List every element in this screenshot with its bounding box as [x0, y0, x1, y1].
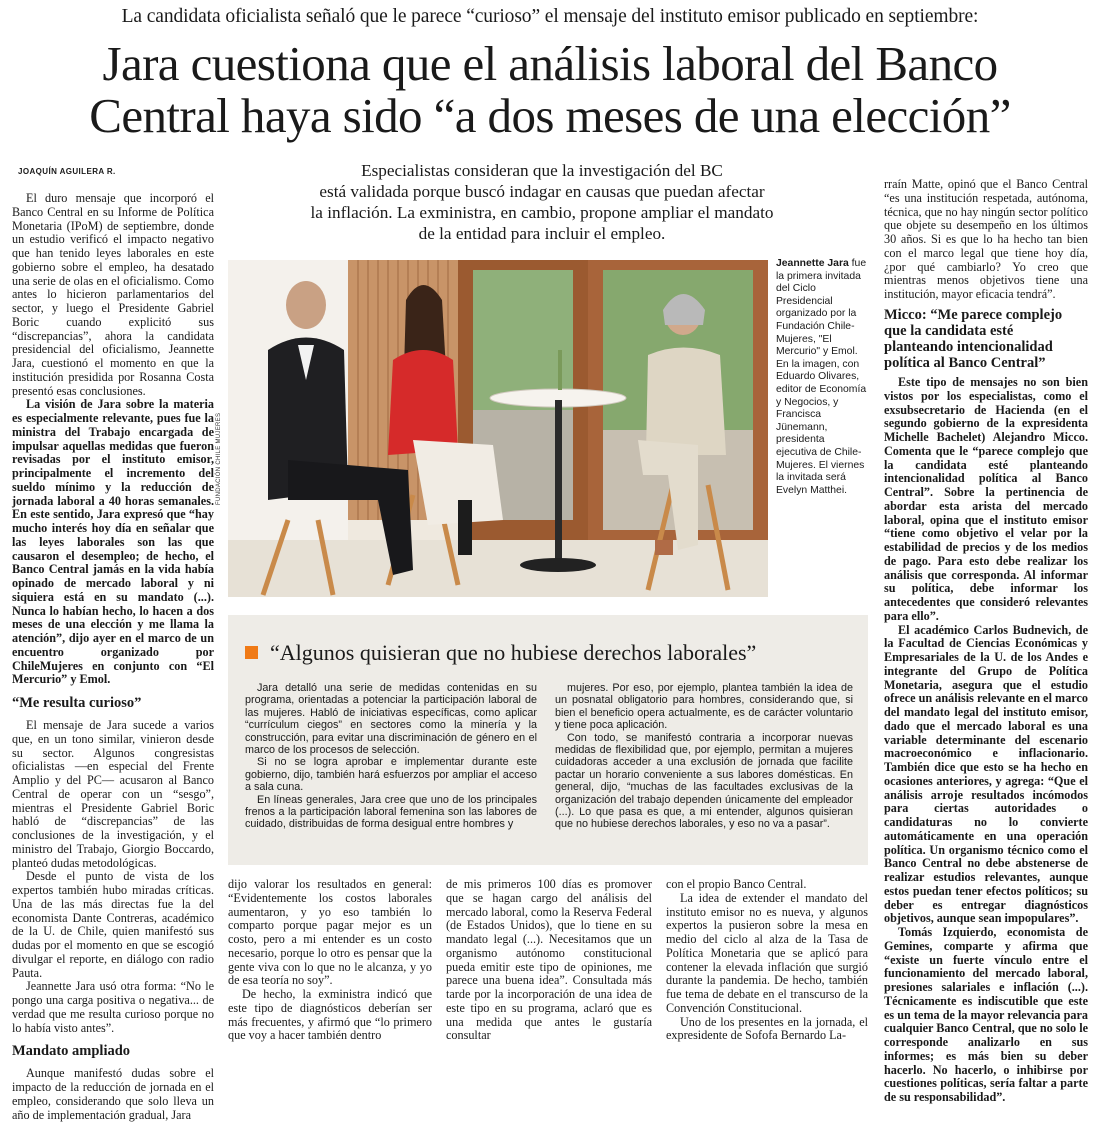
paragraph: El duro mensaje que incorporó el Banco Central en su Informe de Política Monetaria (IPoM) de septiembre, donde un estudio verificó el impacto negativo que han tenido leyes laborales en este gobierno sobre el empleo, ha desatado una serie de olas en el oficialismo. Como antes lo hicieron parlamentarios del sector, y luego el Presidente Gabriel Boric cuando explicitó sus “discrepancias”, ahora la candidata presidencial del oficialismo, Jeannette Jara, cuestionó el momento en que la institución presidida por Rosanna Costa presentó esas conclusiones. [12, 191, 214, 398]
sidebar-box-column-left [245, 682, 537, 831]
sidebar-box-title [245, 640, 756, 666]
photo-caption [776, 258, 868, 497]
article-column-3 [446, 878, 652, 1043]
paragraph: mujeres. Por eso, por ejemplo, plantea también la idea de un posnatal obligatorio para hombres, considerando que, si bien el beneficio opera actualmente, es de carácter voluntario y tiene poca aplicación. [555, 682, 853, 732]
deck [262, 160, 822, 244]
article-column-right [884, 376, 1088, 1105]
caption-name: Jeannette Jara [776, 258, 849, 269]
paragraph: En líneas generales, Jara cree que uno de los principales frenos a la participación laboral femenina son las labores de cuidado, distribuidas de forma desigual entre hombres y [245, 793, 537, 831]
paragraph: Este tipo de mensajes no son bien vistos por los especialistas, como el exsubsecretario de Hacienda (en el segundo gobierno de la expresidenta Michelle Bachelet) Alejandro Micco. Comenta que le “parece complejo que la candidata esté planteando intencionalidad política al Banco Central”. Sobre la pertinencia de abordar esta arista del mercado laboral, opina que el instituto emisor “tiene como objetivo el velar por la estabilidad de precios y de los medios de pago. Para esto debe realizar los análisis que corresponda. Al informar su política, debe informar los antecedentes que consideró relevantes para ello”. [884, 375, 1088, 623]
deck-line: está validada porque buscó indagar en causas que puedan afectar [319, 182, 765, 201]
article-column-2 [228, 878, 432, 1043]
headline-line-1: Jara cuestiona que el análisis laboral del Banco [102, 36, 998, 91]
paragraph: De hecho, la exministra indicó que este tipo de diagnósticos deberían ser más frecuentes, y afirmó que “lo primero que voy a hacer también dentro [228, 987, 432, 1043]
paragraph: Jara detalló una serie de medidas contenidas en su programa, orientadas a potenciar la participación laboral de las mujeres. Habló de iniciativas específicas, como aplicar “currículum ciegos” en sectores como la minería y la construcción, para evitar una discriminación de género en el marco de los procesos de selección. [245, 682, 537, 757]
paragraph: rraín Matte, opinó que el Banco Central “es una institución respetada, autónoma, técnica, que no hay ningún sector político que objete su desempeño en los últimos 30 años. Si es que lo ha hecho tan bien con el marco legal que tiene hoy día, ¿por qué cambiarlo? Yo creo que mientras menos objetivos tiene una institución, mayor eficacia tendrá”. [884, 177, 1088, 301]
paragraph: El académico Carlos Budnevich, de la Facultad de Ciencias Económicas y Empresariales de la U. de los Andes e integrante del Grupo de Política Monetaria, asegura que el estudio ofrece un análisis relevante en el marco del mandato legal del instituto emisor, dado que el mercado laboral es una variable determinante del escenario macroeconómico e inflacionario. También dice que esto se ha hecho en ocasiones anteriores, y agrega: “Que el análisis arroje resultados incómodos para ciertas autoridades o candidaturas no lo convierte automáticamente en una operación política. Un organismo técnico como el Banco Central no debe abstenerse de realizar estudios relevantes, aunque estos puedan tener efectos políticos; su deber es entregar diagnósticos objetivos, aunque sean impopulares”. [884, 622, 1088, 926]
sidebar-box-title-text: “Algunos quisieran que no hubiese derechos laborales” [270, 640, 757, 665]
sidebar-box-column-right [555, 682, 853, 831]
paragraph: Uno de los presentes en la jornada, el expresidente de Sofofa Bernardo La- [666, 1014, 868, 1043]
paragraph: Aunque manifestó dudas sobre el impacto de la reducción de jornada en el empleo, considerando que solo lleva un año de implementación gradual, Jara [12, 1066, 214, 1122]
paragraph: Si no se logra aprobar e implementar durante este gobierno, dijo, también hará esfuerzos por ampliar el acceso a sala cuna. [245, 756, 537, 794]
subhead-me-resulta-curioso: “Me resulta curioso” [12, 695, 142, 711]
caption-text: fue la primera invitada del Ciclo Presidencial organizado por la Fundación Chile-Mujeres, "El Mercurio" y Emol. En la imagen, con Eduardo Olivares, editor de Economía y Negocios, y Francisca Jünemann, presidenta ejecutiva de Chile-Mujeres. El viernes la invitada será Evelyn Matthei. [776, 258, 867, 496]
subhead-mandato-ampliado: Mandato ampliado [12, 1043, 131, 1060]
article-column-right-top [884, 178, 1088, 302]
paragraph: Con todo, se manifestó contraria a incorporar nuevas medidas de flexibilidad que, por ejemplo, permitan a mujeres cuidadoras acceder a una exclusión de jornada que facilite pactar un horario conveniente a sus labores domésticas. En general, dijo, “muchas de las facultades exclusivas de la organización del trabajo dependen únicamente del empleador (...). Lo que pasa es que, a mi entender, algunos quisieran que no hubiese derechos laborales, y eso no va a pasar”. [555, 731, 853, 831]
interview-scene-illustration [228, 260, 768, 597]
deck-line: de la entidad para incluir el empleo. [418, 224, 666, 243]
article-column-4 [666, 878, 868, 1043]
subhead-micco: Micco: “Me parece complejo que la candidata esté planteando intencionalidad política al Banco Central” [884, 307, 1063, 371]
paragraph: La idea de extender el mandato del instituto emisor no es nueva, y algunos expertos la pusieron sobre la mesa en medio del ciclo al alza de la Tasa de Política Monetaria que se aplicó para contener la elevada inflación que surgió durante la pandemia. De hecho, también fue tema de debate en el transcurso de la Convención Constitucional. [666, 890, 868, 1015]
paragraph: de mis primeros 100 días es promover que se hagan cargo del análisis del mercado laboral, como la Reserva Federal (de Estados Unidos), que lo tiene en su mandato legal (...). Necesitamos que un organismo autónomo constitucional pueda emitir este tipo de opiniones, me parece una buena idea”. Consultada más tarde por la incorporación de una idea de este tipo en su programa, aclaró que es una medida que antes le gustaría consultar [446, 877, 652, 1043]
byline: JOAQUÍN AGUILERA R. [18, 167, 116, 176]
deck-line: Especialistas consideran que la investigación del BC [361, 161, 723, 180]
article-column-1 [12, 192, 214, 1122]
paragraph: con el propio Banco Central. [666, 877, 807, 891]
orange-square-icon [245, 646, 258, 659]
headline [0, 38, 1100, 142]
paragraph: El mensaje de Jara sucede a varios que, en un tono similar, vinieron desde su sector. Algunos congresistas oficialistas —en especial del Frente Amplio y del PC— acusaron al Banco Central de operar con un “sesgo”, mientras el Presidente Gabriel Boric habló de “discrepancias” de las conclusiones de la investigación, y el ministro del Trabajo, Giorgio Boccardo, planteó dudas metodológicas. [12, 718, 214, 870]
paragraph: Desde el punto de vista de los expertos también hubo miradas críticas. Una de las más directas fue la del economista Dante Contreras, académico de la U. de Chile, quien manifestó sus dudas por el momento en que se escogió divulgar el reporte, en diálogo con radio Pauta. [12, 869, 214, 980]
headline-line-2: Central haya sido “a dos meses de una elección” [89, 88, 1011, 143]
paragraph: Tomás Izquierdo, economista de Gemines, comparte y afirma que “existe un fuerte vínculo entre el funcionamiento del mercado laboral, presiones salariales e inflación (...). Técnicamente es indiscutible que este es un tema de la mayor relevancia para cualquier Banco Central, que no solo le corresponde analizarlo en sus informes; es más bien su deber hacerlo. No hacerlo, o inhibirse por cuestiones políticas, sería faltar a parte de su responsabilidad”. [884, 925, 1088, 1104]
paragraph: La visión de Jara sobre la materia es especialmente relevante, pues fue la ministra del Trabajo encargada de impulsar aquellas medidas que fueron revisadas por el instituto emisor, principalmente el incremento del sueldo mínimo y la reducción de jornada laboral a 40 horas semanales. En este sentido, Jara expresó que “hay mucho interés hoy día en señalar que las leyes laborales son las que causaron el desempleo; de hecho, el Banco Central jamás en la vida había opinado de mercado laboral y ni siquiera está en su mandato (...). Nunca lo habían hecho, lo hacen a dos meses de una elección y me llama la atención”, dijo ayer en el marco de un encuentro organizado por ChileMujeres en conjunto con “El Mercurio” y Emol. [12, 397, 214, 687]
photo-credit: FUNDACIÓN CHILE MUJERES [216, 412, 222, 505]
paragraph: dijo valorar los resultados en general: “Evidentemente los costos laborales aumentaron, y yo eso también lo comparto porque pagar mejor es un costo, pero a mi entender es un costo necesario, porque lo otro es pensar que la gente viva con lo que no le alcanza, y yo de esa teoría no soy”. [228, 877, 432, 988]
article-photo [228, 260, 768, 597]
deck-line: la inflación. La exministra, en cambio, propone ampliar el mandato [310, 203, 774, 222]
paragraph: Jeannette Jara usó otra forma: “No le pongo una carga positiva o negativa... de verdad que me resulta curioso porque no lo había visto antes”. [12, 979, 214, 1035]
kicker: La candidata oficialista señaló que le parece “curioso” el mensaje del instituto emisor publicado en septiembre: [121, 6, 979, 27]
